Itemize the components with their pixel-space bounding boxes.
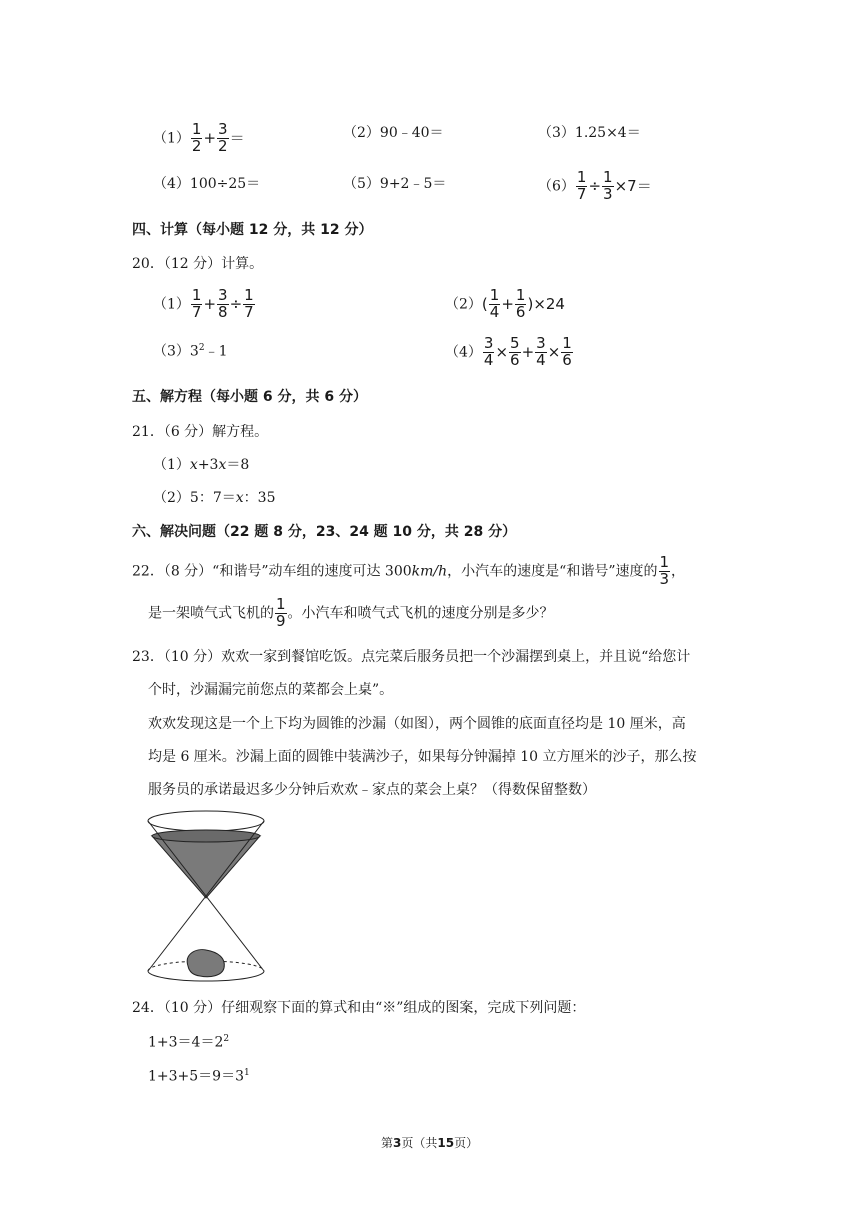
problem-label: （2） bbox=[445, 296, 482, 313]
problem-label: （6） bbox=[538, 178, 575, 195]
problem-label: （1） bbox=[153, 130, 190, 147]
operator: + bbox=[203, 128, 217, 147]
problem-label: （3） bbox=[153, 343, 190, 360]
question-23-line-5: 服务员的承诺最迟多少分钟后欢欢﹣家点的菜会上桌？（得数保留整数） bbox=[148, 782, 596, 798]
unit: km/h bbox=[411, 563, 448, 580]
q20-part-4 bbox=[445, 336, 574, 369]
operator: × bbox=[547, 342, 561, 361]
q20-part-2 bbox=[445, 288, 565, 321]
section-five-title: 五、解方程（每小题 6 分，共 6 分） bbox=[132, 389, 367, 405]
fraction: $\frac{5}{6}$ bbox=[510, 334, 520, 369]
fraction: $\frac{1}{7}$ bbox=[244, 286, 254, 321]
problem-label: （1） bbox=[153, 296, 190, 313]
question-23-line-2: 个时，沙漏漏完前您点的菜都会上桌”。 bbox=[148, 682, 394, 698]
fraction: $\frac{3}{2}$ bbox=[218, 120, 228, 155]
page-number: 3 bbox=[393, 1136, 402, 1150]
fraction: $\frac{3}{8}$ bbox=[218, 286, 228, 321]
question-21-intro: 21．（6 分）解方程。 bbox=[132, 424, 269, 440]
equals-sign: ＝ bbox=[229, 128, 245, 147]
fraction: $\frac{1}{7}$ bbox=[576, 168, 587, 203]
question-22-line-2: 是一架喷气式飞机的 $\frac{1}{9}$ 。小汽车和喷气式飞机的速度分别是多少？ bbox=[148, 595, 554, 630]
problem-label: （4） bbox=[445, 344, 482, 361]
hourglass-figure bbox=[140, 808, 272, 984]
operator: × bbox=[495, 342, 509, 361]
q20-part-3 bbox=[153, 344, 228, 359]
operator: ×24 bbox=[533, 294, 565, 313]
operator: ÷ bbox=[229, 294, 243, 313]
question-20-intro: 20．（12 分）计算。 bbox=[132, 256, 264, 272]
q21-part-2: （2）5：7＝x：35 bbox=[153, 490, 276, 506]
problem-a3: （3）1.25×4＝ bbox=[538, 125, 641, 141]
section-six-title: 六、解决问题（22 题 8 分，23、24 题 10 分，共 28 分） bbox=[132, 524, 517, 540]
operator: ÷ bbox=[588, 176, 602, 195]
q24-equation-1: $1+3=4=2^2$ bbox=[148, 1034, 230, 1051]
top-rim bbox=[148, 811, 264, 831]
problem-a2: （2）90﹣40＝ bbox=[343, 125, 444, 141]
fraction: $\frac{3}{4}$ bbox=[483, 334, 494, 369]
fraction: $\frac{1}{9}$ bbox=[276, 595, 286, 630]
q20-part-1 bbox=[153, 288, 256, 321]
operator: + bbox=[203, 294, 217, 313]
operator: ×7＝ bbox=[614, 176, 652, 195]
paren: ( bbox=[481, 294, 488, 313]
stone-blob bbox=[187, 950, 224, 977]
operator: + bbox=[501, 294, 514, 313]
fraction: $\frac{3}{4}$ bbox=[536, 334, 546, 369]
sand-fill bbox=[152, 836, 260, 898]
problem-a1 bbox=[153, 122, 245, 155]
fraction: $\frac{1}{2}$ bbox=[191, 120, 202, 155]
fraction: $\frac{1}{3}$ bbox=[603, 168, 613, 203]
question-22-line-1: 22．（8 分）“和谐号”动车组的速度可达 300km/h，小汽车的速度是“和谐号”速度的 $\frac{1}{3}$ ， bbox=[132, 553, 686, 588]
total-pages: 15 bbox=[437, 1136, 455, 1150]
q21-part-1: （1）x+3x＝8 bbox=[153, 457, 250, 473]
expression-tail: ﹣1 bbox=[204, 343, 228, 360]
question-24-intro: 24．（10 分）仔细观察下面的算式和由“※”组成的图案，完成下列问题： bbox=[132, 1000, 586, 1016]
question-23-line-3: 欢欢发现这是一个上下均为圆锥的沙漏（如图），两个圆锥的底面直径均是 10 厘米，高 bbox=[148, 716, 686, 732]
operator: + bbox=[521, 342, 535, 361]
fraction: $\frac{1}{3}$ bbox=[659, 553, 670, 588]
fraction: $\frac{1}{6}$ bbox=[515, 286, 526, 321]
problem-b6 bbox=[538, 170, 652, 203]
fraction: $\frac{1}{6}$ bbox=[562, 334, 572, 369]
power-base: 3 bbox=[189, 343, 199, 360]
sand-surface bbox=[152, 830, 260, 842]
question-23-line-1: 23．（10 分）欢欢一家到餐馆吃饭。点完菜后服务员把一个沙漏摆到桌上，并且说“给您计 bbox=[132, 649, 691, 665]
fraction: $\frac{1}{4}$ bbox=[489, 286, 500, 321]
paren: ) bbox=[527, 294, 534, 313]
page-footer: 第3页（共15页） bbox=[381, 1136, 479, 1150]
q24-equation-2: $1+3+5=9=3^1$ bbox=[148, 1068, 250, 1085]
section-four-title: 四、计算（每小题 12 分，共 12 分） bbox=[132, 222, 373, 238]
question-23-line-4: 均是 6 厘米。沙漏上面的圆锥中装满沙子，如果每分钟漏掉 10 立方厘米的沙子，那么按 bbox=[148, 749, 697, 765]
power-exponent: 2 bbox=[198, 343, 205, 353]
problem-b5: （5）9+2﹣5＝ bbox=[343, 176, 447, 192]
fraction: $\frac{1}{7}$ bbox=[191, 286, 202, 321]
problem-b4: （4）100÷25＝ bbox=[153, 176, 261, 192]
